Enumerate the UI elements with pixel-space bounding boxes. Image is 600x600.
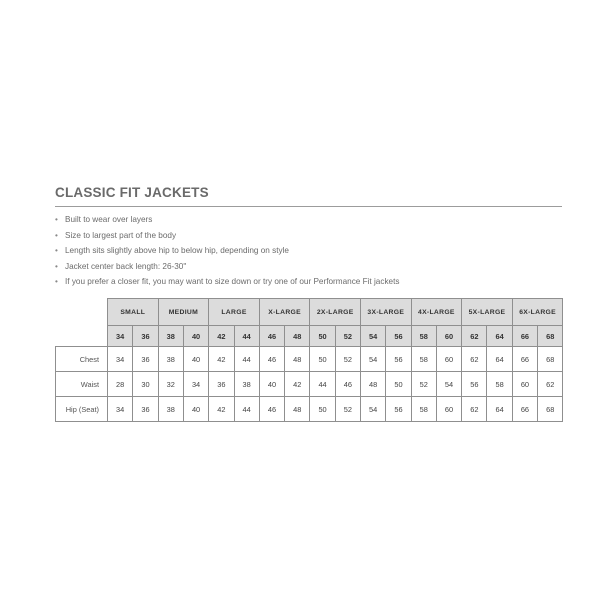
measurement-cell: 36 <box>133 397 158 422</box>
size-number-cell: 62 <box>462 326 487 347</box>
size-number-cell: 40 <box>183 326 208 347</box>
size-header-4x-large: 4X-LARGE <box>411 299 462 326</box>
measurement-cell: 48 <box>361 372 386 397</box>
list-item <box>55 214 399 230</box>
measurement-cell: 28 <box>108 372 133 397</box>
size-number-cell: 64 <box>487 326 512 347</box>
measurement-cell: 52 <box>411 372 436 397</box>
size-number-cell: 68 <box>538 326 563 347</box>
measurement-cell: 56 <box>386 397 411 422</box>
measurement-cell: 38 <box>158 347 183 372</box>
size-number-cell: 66 <box>512 326 537 347</box>
size-number-cell: 60 <box>436 326 461 347</box>
list-item-text: Length sits slightly above hip to below hip, depending on style <box>65 246 289 256</box>
bullet-icon: • <box>55 230 58 240</box>
measurement-cell: 42 <box>209 347 234 372</box>
measurement-cell: 60 <box>436 347 461 372</box>
measurement-cell: 52 <box>335 397 360 422</box>
measurement-cell: 38 <box>234 372 259 397</box>
measurement-cell: 62 <box>462 397 487 422</box>
list-item <box>55 261 399 277</box>
measurement-cell: 40 <box>183 347 208 372</box>
measurement-cell: 50 <box>386 372 411 397</box>
size-header-2x-large: 2X-LARGE <box>310 299 361 326</box>
corner-cell <box>56 299 108 326</box>
measurement-cell: 38 <box>158 397 183 422</box>
measurement-cell: 66 <box>512 347 537 372</box>
bullet-icon: • <box>55 261 58 271</box>
measurement-cell: 44 <box>234 397 259 422</box>
measurement-cell: 42 <box>285 372 310 397</box>
measurement-cell: 64 <box>487 347 512 372</box>
measurement-cell: 46 <box>335 372 360 397</box>
list-item <box>55 230 399 246</box>
measurement-cell: 44 <box>234 347 259 372</box>
measurement-cell: 36 <box>133 347 158 372</box>
corner-cell <box>56 326 108 347</box>
measurement-cell: 60 <box>512 372 537 397</box>
measurement-cell: 62 <box>462 347 487 372</box>
measurement-cell: 40 <box>259 372 284 397</box>
size-number-cell: 48 <box>285 326 310 347</box>
size-header-large: LARGE <box>209 299 260 326</box>
feature-list <box>55 214 399 292</box>
measurement-cell: 42 <box>209 397 234 422</box>
measurement-cell: 44 <box>310 372 335 397</box>
measurement-cell: 50 <box>310 397 335 422</box>
list-item-text: Jacket center back length: 26-30" <box>65 261 187 271</box>
measurement-cell: 56 <box>462 372 487 397</box>
list-item <box>55 245 399 261</box>
measurement-cell: 66 <box>512 397 537 422</box>
measurement-cell: 34 <box>108 347 133 372</box>
size-number-cell: 34 <box>108 326 133 347</box>
measurement-cell: 48 <box>285 397 310 422</box>
measurement-cell: 34 <box>108 397 133 422</box>
measurement-cell: 64 <box>487 397 512 422</box>
measurement-cell: 46 <box>259 397 284 422</box>
size-number-cell: 56 <box>386 326 411 347</box>
size-header-3x-large: 3X-LARGE <box>361 299 412 326</box>
size-header-medium: MEDIUM <box>158 299 209 326</box>
list-item <box>55 276 399 292</box>
page-title: CLASSIC FIT JACKETS <box>55 185 209 200</box>
bullet-icon: • <box>55 246 58 256</box>
size-header-small: SMALL <box>108 299 159 326</box>
measurement-cell: 58 <box>487 372 512 397</box>
measurement-cell: 54 <box>436 372 461 397</box>
size-number-cell: 42 <box>209 326 234 347</box>
row-label: Chest <box>56 347 108 372</box>
size-number-cell: 46 <box>259 326 284 347</box>
measurement-cell: 68 <box>538 397 563 422</box>
measurement-cell: 30 <box>133 372 158 397</box>
size-number-cell: 54 <box>361 326 386 347</box>
size-number-row <box>56 326 563 347</box>
measurement-cell: 48 <box>285 347 310 372</box>
size-header-row <box>56 299 563 326</box>
size-number-cell: 38 <box>158 326 183 347</box>
measurement-cell: 40 <box>183 397 208 422</box>
measurement-cell: 54 <box>361 347 386 372</box>
measurement-cell: 46 <box>259 347 284 372</box>
size-header-5x-large: 5X-LARGE <box>462 299 513 326</box>
measurement-cell: 68 <box>538 347 563 372</box>
measurement-cell: 36 <box>209 372 234 397</box>
row-label: Waist <box>56 372 108 397</box>
size-header-6x-large: 6X-LARGE <box>512 299 563 326</box>
measurement-cell: 32 <box>158 372 183 397</box>
row-label: Hip (Seat) <box>56 397 108 422</box>
measurement-cell: 50 <box>310 347 335 372</box>
size-number-cell: 58 <box>411 326 436 347</box>
measurement-cell: 58 <box>411 397 436 422</box>
size-number-cell: 44 <box>234 326 259 347</box>
size-header-x-large: X-LARGE <box>259 299 310 326</box>
measurement-cell: 62 <box>538 372 563 397</box>
size-number-cell: 52 <box>335 326 360 347</box>
table-row <box>56 397 563 422</box>
title-divider <box>55 206 562 207</box>
measurement-cell: 60 <box>436 397 461 422</box>
measurement-cell: 34 <box>183 372 208 397</box>
bullet-icon: • <box>55 277 58 287</box>
size-table <box>55 298 563 422</box>
bullet-icon: • <box>55 215 58 224</box>
measurement-cell: 58 <box>411 347 436 372</box>
size-number-cell: 36 <box>133 326 158 347</box>
list-item-text: Size to largest part of the body <box>65 230 177 240</box>
measurement-cell: 54 <box>361 397 386 422</box>
list-item-text: Built to wear over layers <box>65 215 153 224</box>
measurement-cell: 52 <box>335 347 360 372</box>
size-number-cell: 50 <box>310 326 335 347</box>
table-row <box>56 372 563 397</box>
measurement-cell: 56 <box>386 347 411 372</box>
table-row <box>56 347 563 372</box>
list-item-text: If you prefer a closer fit, you may want to size down or try one of our Performance Fit jackets <box>65 277 400 287</box>
